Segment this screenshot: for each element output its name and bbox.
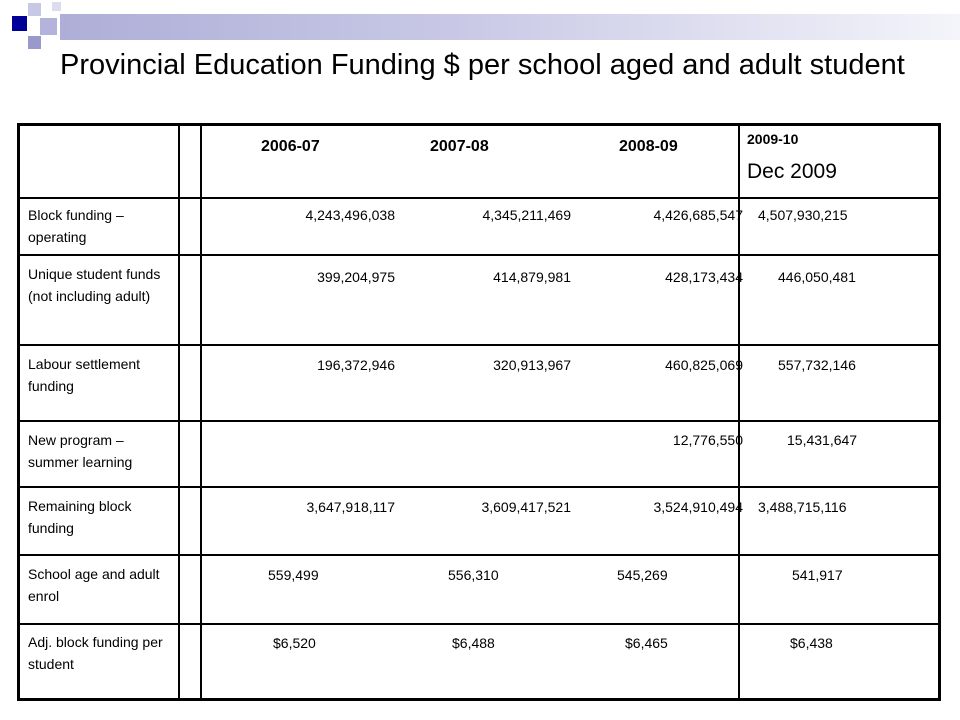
table-cell: 428,173,434 bbox=[665, 269, 743, 285]
table-hline bbox=[20, 486, 938, 488]
table-hline bbox=[20, 344, 938, 346]
table-cell: 3,609,417,521 bbox=[481, 499, 571, 515]
table-hline bbox=[20, 254, 938, 256]
table-vline bbox=[178, 126, 180, 698]
decor-square-5 bbox=[52, 2, 61, 11]
table-hline bbox=[20, 197, 938, 199]
table-cell: $6,465 bbox=[625, 635, 668, 651]
row-label: New program – summer learning bbox=[28, 432, 133, 470]
decor-square-1 bbox=[12, 16, 27, 31]
table-cell: 196,372,946 bbox=[317, 357, 395, 373]
table-cell: 446,050,481 bbox=[778, 269, 856, 285]
table-cell: 12,776,550 bbox=[672, 432, 743, 448]
table-cell: 320,913,967 bbox=[493, 357, 571, 373]
table-cell: 4,507,930,215 bbox=[758, 207, 848, 223]
row-label: Remaining block funding bbox=[28, 498, 132, 536]
header-2006-07: 2006-07 bbox=[261, 138, 320, 155]
table-vline bbox=[200, 126, 202, 698]
table-cell: 556,310 bbox=[448, 567, 499, 583]
table-cell: 557,732,146 bbox=[778, 357, 856, 373]
slide-title: Provincial Education Funding $ per school aged and adult student bbox=[60, 49, 905, 81]
table-hline bbox=[20, 623, 938, 625]
header-2007-08: 2007-08 bbox=[430, 138, 489, 155]
decor-square-4 bbox=[28, 36, 41, 49]
table-cell: 460,825,069 bbox=[665, 357, 743, 373]
table-cell: 399,204,975 bbox=[317, 269, 395, 285]
row-label: Block funding – operating bbox=[28, 207, 124, 245]
table-cell: 3,488,715,116 bbox=[758, 499, 847, 515]
table-cell: 541,917 bbox=[792, 567, 843, 583]
table-cell: $6,520 bbox=[273, 635, 316, 651]
header-2008-09: 2008-09 bbox=[619, 138, 678, 155]
table-cell: 545,269 bbox=[617, 567, 668, 583]
table-cell: 4,426,685,547 bbox=[653, 207, 743, 223]
table-cell: $6,438 bbox=[790, 635, 833, 651]
table-cell: 559,499 bbox=[268, 567, 319, 583]
row-label: Adj. block funding per student bbox=[28, 634, 163, 672]
table-cell: 3,647,918,117 bbox=[306, 499, 395, 515]
decor-square-3 bbox=[40, 18, 57, 35]
table-cell: 414,879,981 bbox=[493, 269, 571, 285]
table-cell: 4,345,211,469 bbox=[482, 207, 571, 223]
decor-top-bar bbox=[60, 14, 960, 40]
table-cell: $6,488 bbox=[452, 635, 495, 651]
table-hline bbox=[20, 554, 938, 556]
table-cell: 3,524,910,494 bbox=[653, 499, 743, 515]
row-label: School age and adult enrol bbox=[28, 566, 160, 604]
row-label: Unique student funds (not including adult) bbox=[28, 266, 161, 304]
header-dec-2009: Dec 2009 bbox=[747, 160, 837, 183]
funding-table bbox=[17, 123, 941, 701]
header-2009-10: 2009-10 bbox=[747, 131, 799, 147]
table-cell: 4,243,496,038 bbox=[305, 207, 395, 223]
table-hline bbox=[20, 420, 938, 422]
row-label: Labour settlement funding bbox=[28, 356, 141, 394]
table-cell: 15,431,647 bbox=[787, 432, 858, 448]
decor-square-2 bbox=[28, 3, 41, 16]
